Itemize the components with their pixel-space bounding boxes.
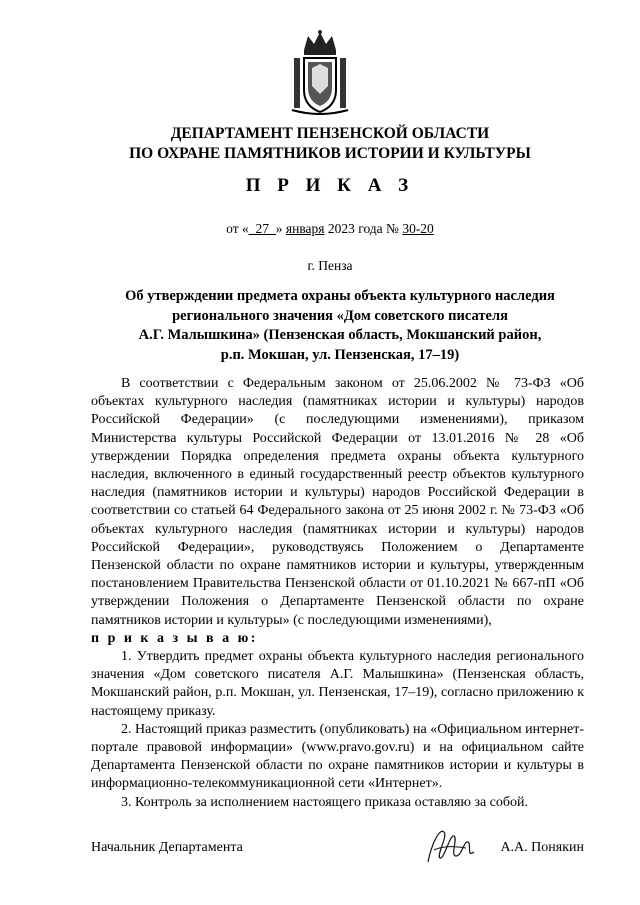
item-3-paragraph: 3. Контроль за исполнением настоящего приказа оставляю за собой.	[121, 794, 529, 810]
document-body	[91, 375, 584, 812]
date-day: _27_	[248, 221, 276, 236]
subject-line-3: А.Г. Малышкина» (Пензенская область, Мокшанский район,	[138, 327, 542, 343]
document-type-title: П Р И К А З	[245, 175, 415, 196]
document-number: 30-20	[402, 221, 434, 236]
document-subject	[100, 287, 580, 365]
subject-line-4: р.п. Мокшан, ул. Пензенская, 17–19)	[220, 346, 460, 363]
subject-line-2: регионального значения «Дом советского писателя	[172, 307, 508, 324]
preamble-paragraph: В соответствии с Федеральным законом от 25.06.2002 № 73-ФЗ «Об объектах культурного наследия (памятниках истории и культуры) народов Российской Федерации» (с последующими изменениями), приказом Министерства культуры Российской Федерации от 13.01.2016 № 28 «Об утверждении Порядка определения предмета охраны объекта культурного наследия, включенного в единый государственный реестр объектов культурного наследия (памятников истории и культуры) народов Российской Федерации в соответствии со статьей 64 Федерального закона от 25 июня 2002 г. № 73-ФЗ «Об объектах культурного наследия (памятниках истории и культуры) народов Российской Федерации», руководствуясь Положением о Департаменте Пензенской области по охране памятников истории и культуры, утвержденным постановлением Правительства Пензенской области от 01.10.2021 № 667-пП «Об утверждении Положения о Департаменте Пензенской области по охране памятников истории и культуры» (с последующими изменениями),	[91, 376, 584, 628]
item-1-paragraph: 1. Утвердить предмет охраны объекта культурного наследия регионального значения «Дом советского писателя А.Г. Малышкина» (Пензенская область, Мокшанский район, р.п. Мокшан, ул. Пензенская, 17–19), согласно приложению к настоящему приказу.	[91, 649, 584, 719]
document-date-line	[60, 221, 600, 237]
date-year: 2023 года №	[327, 221, 399, 236]
date-mid: »	[275, 221, 283, 236]
signatory-position: Начальник Департамента	[91, 840, 243, 855]
date-prefix: от «	[226, 221, 249, 236]
signatory-name: А.А. Понякин	[500, 840, 584, 855]
signature-block	[91, 840, 584, 860]
decree-word: п р и к а з ы в а ю:	[91, 630, 258, 646]
department-name	[60, 124, 600, 164]
city: г. Пенза	[307, 258, 353, 273]
department-line-2: ПО ОХРАНЕ ПАМЯТНИКОВ ИСТОРИИ И КУЛЬТУРЫ	[129, 145, 531, 162]
item-2-paragraph: 2. Настоящий приказ разместить (опубликовать) на «Официальном интернет-портале правовой информации» (www.pravo.gov.ru) и на официальном сайте Департамента Пензенской области по охране памятников истории и культуры в информационно-телекоммуникационной сети «Интернет».	[91, 721, 584, 792]
department-line-1: ДЕПАРТАМЕНТ ПЕНЗЕНСКОЙ ОБЛАСТИ	[170, 125, 490, 142]
coat-of-arms-emblem	[290, 28, 350, 116]
subject-line-1: Об утверждении предмета охраны объекта культурного наследия	[125, 288, 555, 304]
date-month: января	[285, 221, 325, 236]
